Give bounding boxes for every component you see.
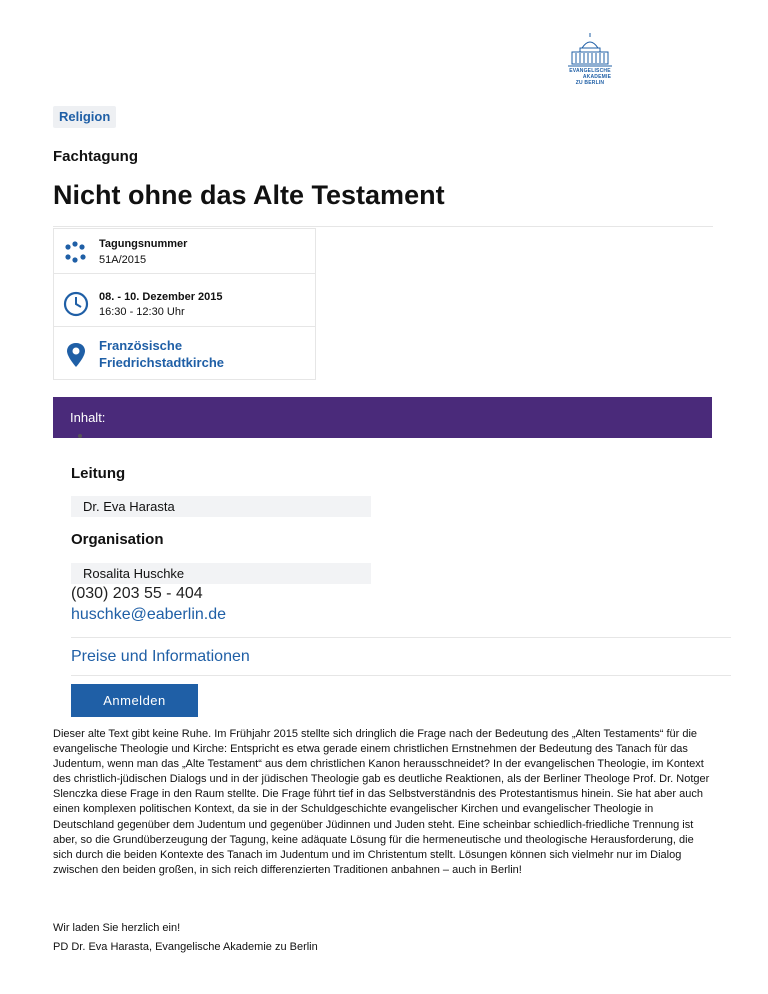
dots-icon [62,239,90,267]
cathedral-logo-icon [560,32,620,68]
organisation-name: Rosalita Huschke [71,563,371,584]
leitung-name: Dr. Eva Harasta [71,496,371,517]
invitation-text: Wir laden Sie herzlich ein! [53,922,181,934]
divider [71,675,731,676]
event-number-value: 51A/2015 [99,254,147,266]
signature-text: PD Dr. Eva Harasta, Evangelische Akademie zu Berlin [53,941,318,953]
category-tag[interactable]: Religion [53,106,116,128]
event-location-row[interactable] [54,327,316,379]
event-number-label: Tagungsnummer [99,238,188,250]
event-number-row [54,229,316,274]
content-label: Inhalt: [70,410,106,425]
clock-icon [62,290,90,318]
divider [53,226,713,227]
academy-logo[interactable] [560,32,620,90]
prices-info-link[interactable]: Preise und Informationen [71,648,250,665]
bullet-dot [78,434,82,438]
register-button[interactable]: Anmelden [71,684,198,717]
logo-wordmark: EVANGELISCHE AKADEMIE ZU BERLIN [569,68,612,86]
location-pin-icon [62,341,90,369]
organisation-email-link[interactable]: huschke@eaberlin.de [71,606,227,623]
divider [71,637,731,638]
event-info-box [53,228,316,380]
event-date: 08. - 10. Dezember 2015 [99,291,223,303]
event-type: Fachtagung [53,148,138,165]
content-header-band [53,397,712,438]
event-date-row [54,281,316,327]
organisation-phone: (030) 203 55 - 404 [71,585,203,602]
event-time: 16:30 - 12:30 Uhr [99,306,185,318]
leitung-heading: Leitung [71,465,126,482]
organisation-heading: Organisation [71,531,164,548]
event-description: Dieser alte Text gibt keine Ruhe. Im Frühjahr 2015 stellte sich dringlich die Frage nach der Bedeutung des „Alten Testaments“ für die evangelische Theologie und Kirche: Entspricht es etwa gerade einem christlichen Ernstnehmen der Bedeutung des Tanach für das Judentum, wenn man das „Alte Testament“ aus dem christlichen Kanon herausschneidet? In der evangelischen Theologie, im Kontext des christlich-jüdischen Dialogs und in der jüdischen Theologie gab es deutliche Reaktionen, als der Berliner Theologe Prof. Dr. Notger Slenczka diese Frage in den Raum stellte. Die Frage führt tief in das Selbstverständnis des Protestantismus hinein. Sie hat aber auch einen komplexen politischen Kontext, da sie in der Schuldgeschichte evangelischer Kirchen und evangelischer Theologie in Deutschland gegenüber dem Judentum und gegenüber Jüdinnen und Juden steht. Eine scheinbar schiedlich-friedliche Trennung ist aber, so die Grundüberzeugung der Tagung, keine adäquate Lösung für die hermeneutische und theologische Herausforderung, die sich durch die beiden Kontexte des Tanach im Judentum und im Christentum stellt. Lösungen können sich vielmehr nur im Dialog zwischen den beiden großen, in sich reich differenzierten Traditionen anbahnen – auch in Berlin! [53,728,710,876]
event-location-link[interactable]: Französische Friedrichstadtkirche [99,338,224,370]
page-title: Nicht ohne das Alte Testament [53,180,445,210]
